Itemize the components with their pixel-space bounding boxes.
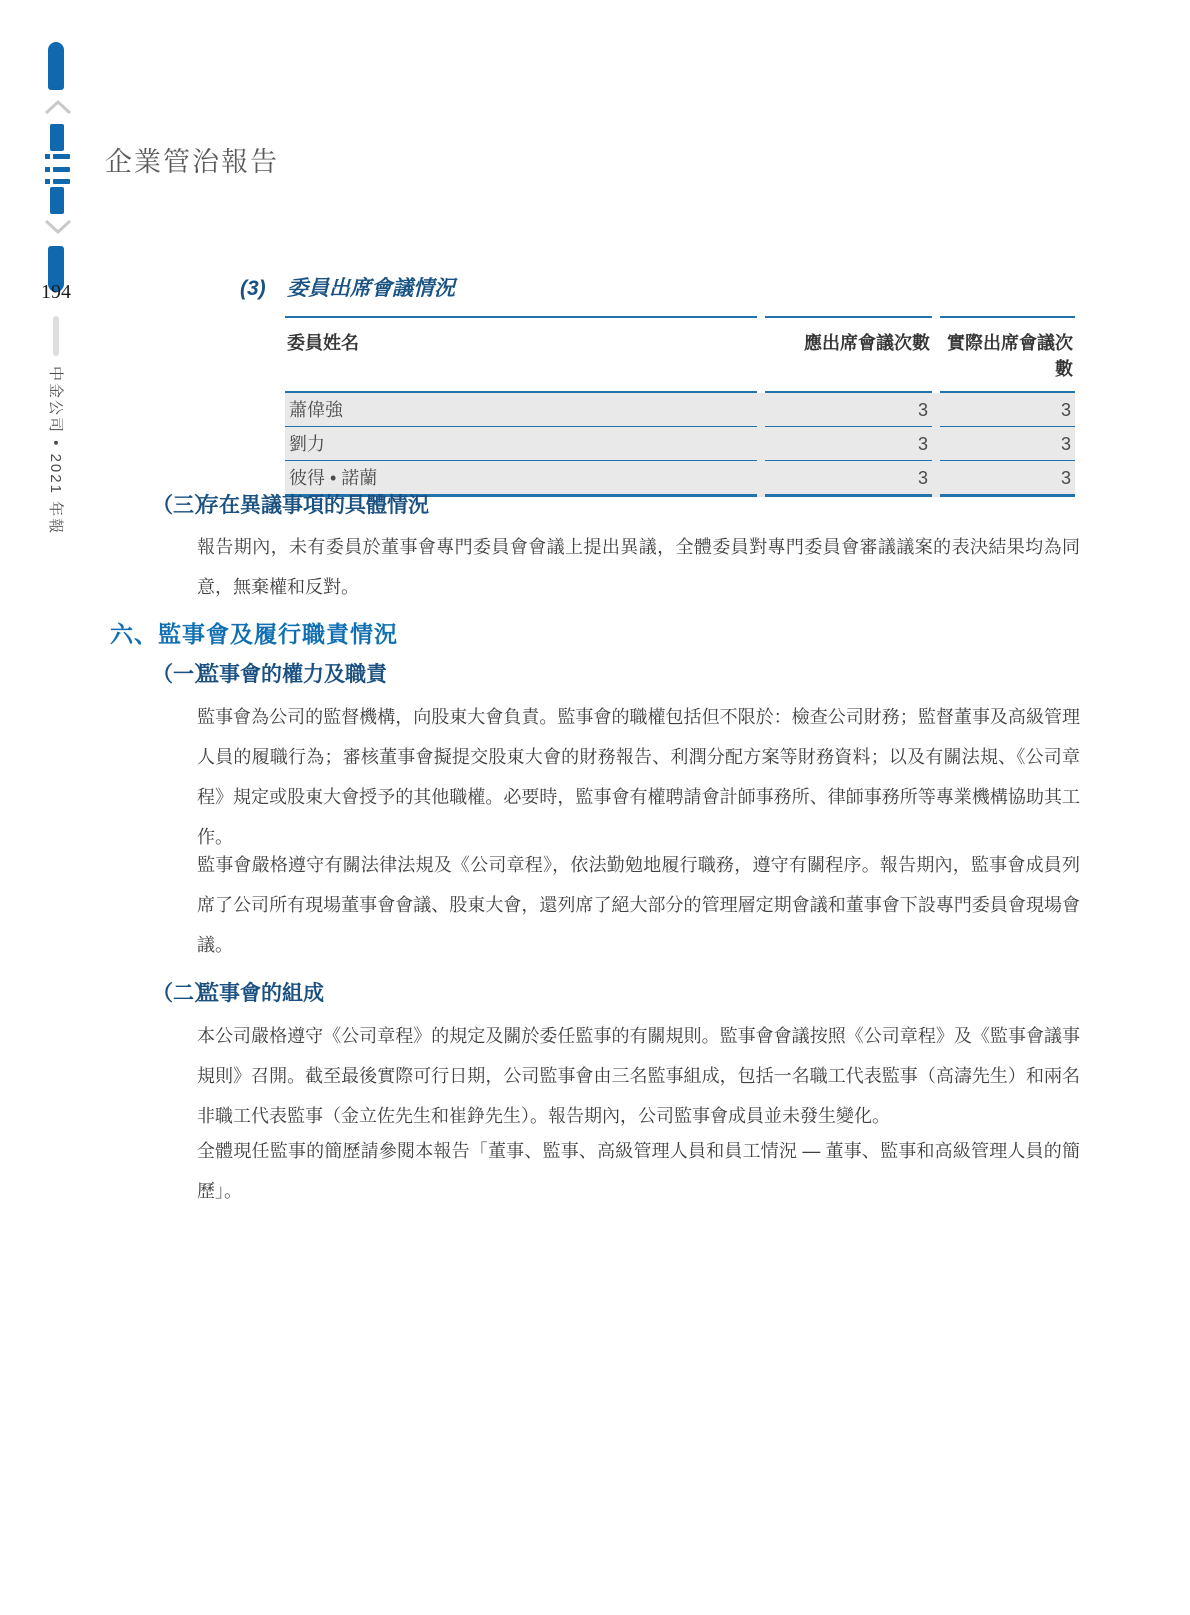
table-header-required: 應出席會議次數 bbox=[765, 316, 932, 393]
table-row bbox=[285, 427, 1075, 461]
member-name: 彼得 • 諾蘭 bbox=[285, 461, 757, 497]
composition-paragraph-1: 本公司嚴格遵守《公司章程》的規定及關於委任監事的有關規則。監事會會議按照《公司章程》及《監事會議事規則》召開。截至最後實際可行日期，公司監事會由三名監事組成，包括一名職工代表監事（高濤先生）和兩名非職工代表監事（金立佐先生和崔錚先生）。報告期內，公司監事會成員並未發生變化。 bbox=[197, 1026, 1080, 1126]
rail-block-bottom bbox=[50, 187, 64, 214]
attendance-table bbox=[285, 316, 1075, 497]
composition-paragraph-2: 全體現任監事的簡歷請參閱本報告「董事、監事、高級管理人員和員工情況 — 董事、監事和高級管理人員的簡歷」。 bbox=[197, 1141, 1080, 1201]
table-header-actual: 實際出席會議次數 bbox=[940, 316, 1075, 393]
vertical-footer-text: 中金公司 • 2021 年報 bbox=[47, 366, 64, 536]
table-header-name: 委員姓名 bbox=[285, 316, 757, 393]
dissent-heading-title: 存在異議事項的具體情況 bbox=[198, 494, 429, 517]
supervisory-section-heading: 六、監事會及履行職責情況 bbox=[110, 621, 398, 647]
meetings-required: 3 bbox=[765, 393, 932, 427]
powers-heading-label: （一） bbox=[152, 663, 215, 686]
table-of-contents-icon bbox=[45, 154, 71, 184]
rail-divider bbox=[53, 316, 59, 356]
chapter-title: 企業管治報告 bbox=[105, 147, 279, 177]
attendance-heading-label: (3) bbox=[240, 277, 266, 300]
rail-top-bar bbox=[48, 42, 64, 90]
meetings-required: 3 bbox=[765, 427, 932, 461]
member-name: 劉力 bbox=[285, 427, 757, 461]
chevron-up-icon bbox=[44, 98, 72, 116]
meetings-attended: 3 bbox=[940, 393, 1075, 427]
table-row bbox=[285, 393, 1075, 427]
powers-heading-title: 監事會的權力及職責 bbox=[198, 663, 387, 686]
rail-block-top bbox=[50, 124, 64, 151]
table-body bbox=[285, 393, 1075, 497]
dissent-heading-label: （三） bbox=[152, 494, 215, 517]
composition-heading bbox=[152, 977, 324, 1007]
powers-paragraph-1: 監事會為公司的監督機構，向股東大會負責。監事會的職權包括但不限於：檢查公司財務；監督董事及高級管理人員的履職行為；審核董事會擬提交股東大會的財務報告、利潤分配方案等財務資料；以及有關法規、《公司章程》規定或股東大會授予的其他職權。必要時，監事會有權聘請會計師事務所、律師事務所等專業機構協助其工作。 bbox=[197, 707, 1080, 847]
chevron-down-icon bbox=[44, 218, 72, 236]
powers-paragraph-2: 監事會嚴格遵守有關法律法規及《公司章程》，依法勤勉地履行職務，遵守有關程序。報告期內，監事會成員列席了公司所有現場董事會會議、股東大會，還列席了絕大部分的管理層定期會議和董事會下設專門委員會現場會議。 bbox=[197, 855, 1080, 955]
attendance-heading bbox=[240, 272, 455, 302]
composition-heading-label: （二） bbox=[152, 982, 215, 1005]
page-number: 194 bbox=[41, 281, 71, 303]
composition-heading-title: 監事會的組成 bbox=[198, 982, 324, 1005]
meetings-attended: 3 bbox=[940, 427, 1075, 461]
dissent-heading bbox=[152, 489, 429, 519]
meetings-attended: 3 bbox=[940, 461, 1075, 497]
member-name: 蕭偉強 bbox=[285, 393, 757, 427]
side-rail bbox=[0, 0, 90, 1615]
dissent-paragraph: 報告期內，未有委員於董事會專門委員會會議上提出異議，全體委員對專門委員會審議議案的表決結果均為同意，無棄權和反對。 bbox=[197, 537, 1080, 597]
table-header-row bbox=[285, 316, 1075, 393]
meetings-required: 3 bbox=[765, 461, 932, 497]
attendance-heading-title: 委員出席會議情況 bbox=[287, 277, 455, 300]
powers-heading bbox=[152, 658, 387, 688]
